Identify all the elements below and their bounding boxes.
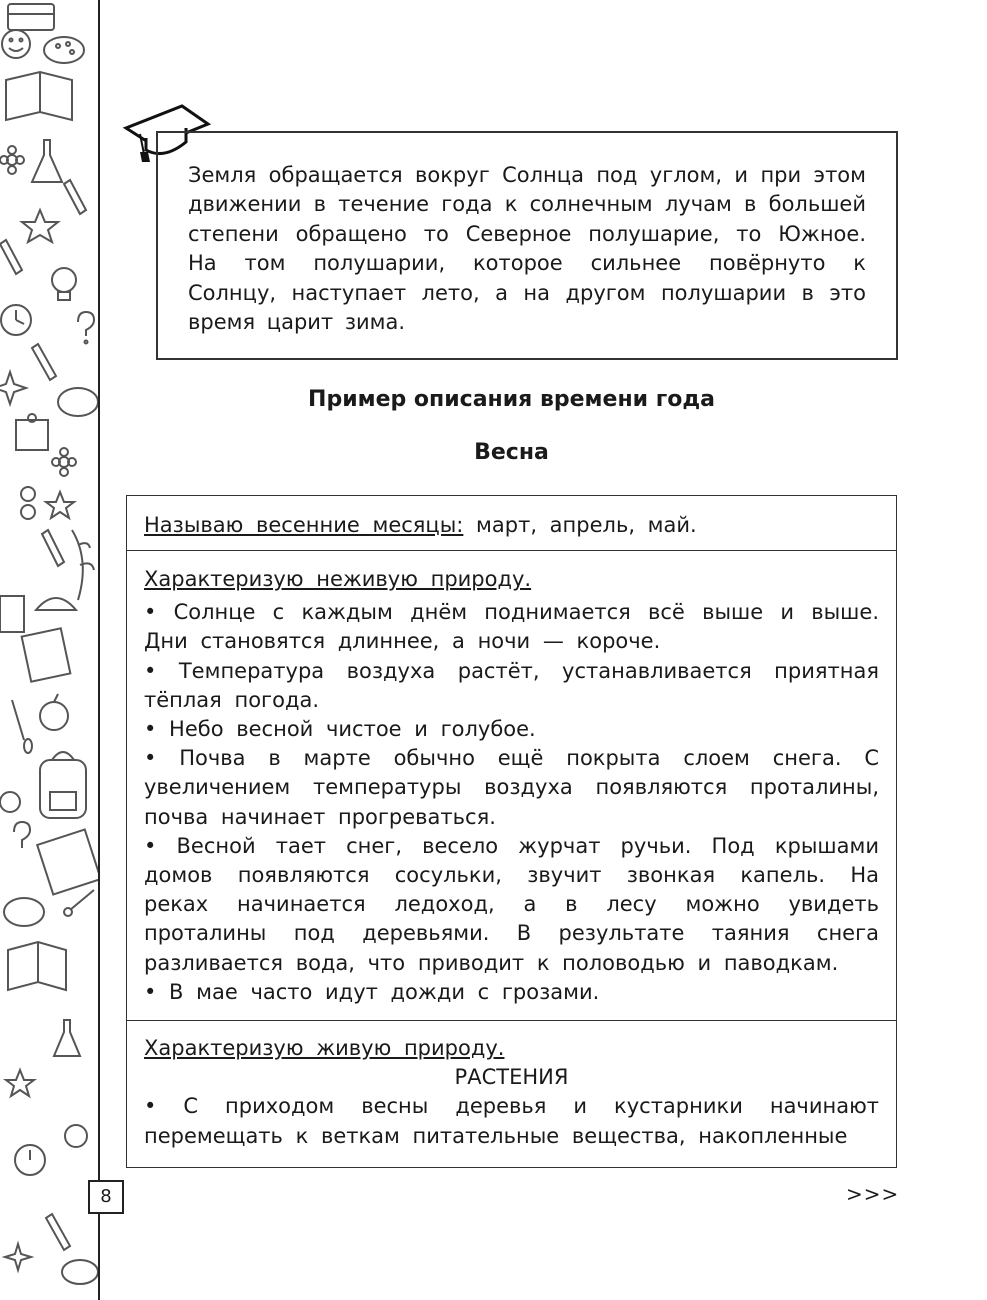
lightbulb-icon: [65, 1125, 87, 1147]
months-label: Называю весенние месяцы:: [144, 513, 464, 537]
list-item: • С приходом весны деревья и кустарники начинают перемещать к веткам питательные вещества, накопленные: [144, 1094, 879, 1148]
star-icon: [6, 1070, 34, 1096]
flask-icon: [32, 140, 62, 182]
star-icon: [22, 210, 58, 242]
doodle-border: [0, 0, 100, 1300]
brush-icon: [12, 700, 32, 753]
sparkle-icon: [5, 1244, 31, 1270]
list-item: • Солнце с каждым днём поднимается всё выше и выше. Дни становятся длиннее, а ночи — короче.: [144, 600, 879, 654]
paint-palette-icon: [62, 1260, 98, 1284]
note-icon: [16, 414, 48, 450]
list-item: • В мае часто идут дожди с грозами.: [144, 979, 600, 1004]
season-heading: Весна: [474, 440, 549, 465]
flower-icon: [0, 146, 24, 174]
book-icon: [0, 596, 24, 632]
open-book-icon: [6, 72, 72, 120]
season-table: [126, 495, 897, 1168]
smiley-icon: [2, 30, 30, 58]
list-item: • Температура воздуха растёт, устанавливается приятная тёплая погода.: [144, 658, 879, 712]
pencil-icon: [42, 530, 64, 566]
plants-subheading: РАСТЕНИЯ: [454, 1065, 569, 1090]
list-item: • Небо весной чистое и голубое.: [144, 717, 536, 742]
nonliving-label: Характеризую неживую природу.: [144, 567, 532, 591]
comet-icon: [64, 890, 94, 916]
glasses-icon: [21, 487, 35, 519]
book-icon: [8, 4, 54, 30]
alarm-clock-icon: [1, 305, 31, 335]
info-box: [156, 131, 898, 360]
book-icon: [37, 830, 98, 895]
flower-icon: [52, 448, 76, 476]
ruler-icon: [36, 598, 76, 610]
months-value: март, апрель, май.: [463, 513, 697, 537]
pencil-icon: [46, 1214, 70, 1250]
lightbulb-icon: [52, 268, 76, 300]
apple-icon: [40, 694, 68, 730]
backpack-icon: [40, 752, 86, 818]
alarm-clock-icon: [15, 1145, 45, 1175]
list-item: • Почва в марте обычно ещё покрыта слоем снега. С увеличением температуры воздуха появляются проталины, почва начинает прогреваться.: [144, 746, 879, 829]
page-number: 8: [88, 1180, 124, 1214]
paint-palette-icon: [4, 898, 44, 926]
living-label: Характеризую живую природу.: [144, 1036, 505, 1060]
pencil-icon: [0, 180, 86, 274]
continue-marker: >>>: [846, 1182, 900, 1206]
star-icon: [46, 492, 74, 518]
living-row: [127, 1020, 896, 1151]
paint-palette-icon: [44, 37, 84, 63]
lightbulb-icon: [0, 792, 20, 812]
list-item: • Весной тает снег, весело журчат ручьи. Под крышами домов появляются сосульки, звучит звонкая капель. На реках начинается ледоход, а в лесу можно увидеть проталины под деревьями. В результате таяния снега разливается вода, что приводит к половодью и паводкам.: [144, 833, 879, 975]
leaf-icon: [72, 530, 94, 600]
pencil-icon: [32, 344, 56, 380]
nonliving-row: [127, 550, 896, 1020]
sparkle-icon: [0, 372, 26, 404]
notebook-icon: [22, 628, 71, 681]
flask-icon: [54, 1020, 80, 1056]
paint-palette-icon: [58, 388, 98, 416]
info-text: Земля обращается вокруг Солнца под углом, и при этом движении в течение года к солнечным лучам в большей степени обращено то Северное полушарие, то Южное. На том полушарии, которое сильнее повёрнуто к Солнцу, наступает лето, а на другом полушарии в это время царит зима.: [188, 163, 866, 335]
months-row: [127, 496, 896, 550]
question-mark-icon: [78, 312, 94, 344]
question-mark-icon: [14, 822, 30, 848]
open-book-icon: [8, 942, 66, 990]
section-heading: Пример описания времени года: [308, 387, 715, 412]
